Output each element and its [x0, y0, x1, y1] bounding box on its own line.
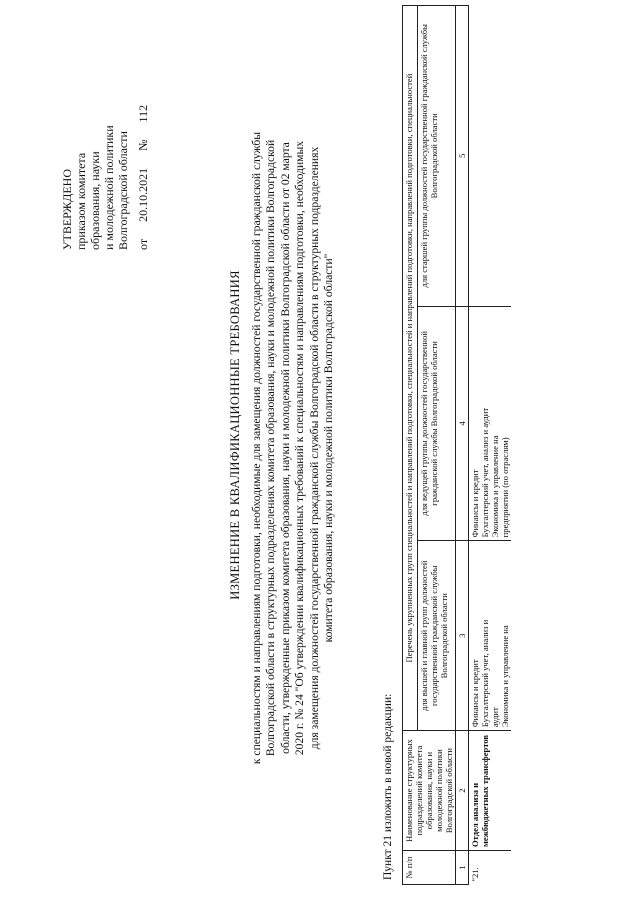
- header-list: Перечень укрупненных групп специальностей и направлений подготовки, специальностей и направлений подготовки, направлений подготовки, специальностей: [403, 6, 418, 731]
- row-lead-group: [469, 306, 512, 541]
- header-senior-group: для старшей группы должностей государственной гражданской службы Волгоградской области: [417, 6, 455, 307]
- column-number: 4: [456, 306, 469, 541]
- specialty-line: Бухгалтерский учет, анализ и: [480, 619, 490, 728]
- specialty-line: Бухгалтерский учет, анализ и аудит: [480, 407, 490, 538]
- header-lead-group: для ведущей группы должностей государственной гражданской службы Волгоградской области: [417, 306, 455, 541]
- approval-line: и молодежной политики: [102, 125, 116, 250]
- row-number: "21.: [469, 851, 512, 885]
- document-title: ИЗМЕНЕНИЕ В КВАЛИФИКАЦИОННЫЕ ТРЕБОВАНИЯ: [228, 270, 242, 600]
- approval-line: образования, науки: [88, 151, 102, 250]
- row-top-group: [469, 541, 512, 731]
- department-line: межбюджетных трансфертов: [480, 734, 490, 848]
- subtitle-line: для замещения должностей государственной гражданской службы Волгоградской области в структурных подразделениях: [307, 146, 321, 750]
- row-department: [469, 731, 512, 851]
- subtitle-line: Волгоградской области в структурных подразделениях комитета образования, науки и молодежной политики Волгоградской: [264, 139, 278, 757]
- subtitle-line: комитета образования, науки и молодежной политики Волгоградской области": [322, 253, 336, 643]
- table-header-row: [403, 6, 418, 885]
- requirements-table: [402, 5, 511, 885]
- point-instruction: Пункт 21 изложить в новой редакции:: [382, 693, 394, 880]
- document-subtitle: [250, 43, 336, 853]
- column-number: 3: [456, 541, 469, 731]
- column-number: 2: [456, 731, 469, 851]
- table-row: [469, 6, 512, 885]
- specialty-line: аудит: [490, 707, 500, 728]
- approval-number-sign: №: [136, 139, 150, 151]
- header-number: № п/п: [403, 851, 456, 885]
- approval-date: 20.10.2021: [136, 167, 150, 222]
- approval-from-label: от: [136, 238, 150, 250]
- table-column-numbers-row: [456, 6, 469, 885]
- department-line: Отдел анализа и: [470, 782, 480, 848]
- specialty-line: предприятии (по отраслям): [500, 437, 510, 538]
- specialty-line: Финансы и кредит: [470, 469, 480, 538]
- subtitle-line: области, утвержденные приказом комитета образования, науки и молодежной политики Волгоградской области от 02 марта: [278, 142, 292, 754]
- specialty-line: Экономика и управление на: [490, 435, 500, 538]
- row-senior-group: [469, 6, 512, 307]
- approval-line: Волгоградской области: [116, 131, 130, 250]
- header-top-group: для высшей и главной групп должностей государственной гражданской службы Волгоградской области: [417, 541, 455, 731]
- approval-heading: УТВЕРЖДЕНО: [60, 168, 74, 250]
- subtitle-line: 2020 г. № 24 "Об утверждении квалификационных требований к специальностям и направлениям подготовки, необходимых: [293, 140, 307, 756]
- approval-block: [60, 20, 150, 250]
- column-number: 5: [456, 6, 469, 307]
- specialty-line: Экономика и управление на: [500, 625, 510, 728]
- column-number: 1: [456, 851, 469, 885]
- specialty-line: Финансы и кредит: [470, 659, 480, 728]
- approval-date-line: [136, 20, 150, 250]
- header-department: Наименование структурных подразделений комитета образования, науки и молодежной политики Волгоградской области: [403, 731, 456, 851]
- approval-number: 112: [136, 104, 150, 123]
- approval-line: приказом комитета: [74, 152, 88, 250]
- subtitle-line: к специальностям и направлениям подготовки, необходимые для замещения должностей государственной гражданской службы: [250, 131, 263, 765]
